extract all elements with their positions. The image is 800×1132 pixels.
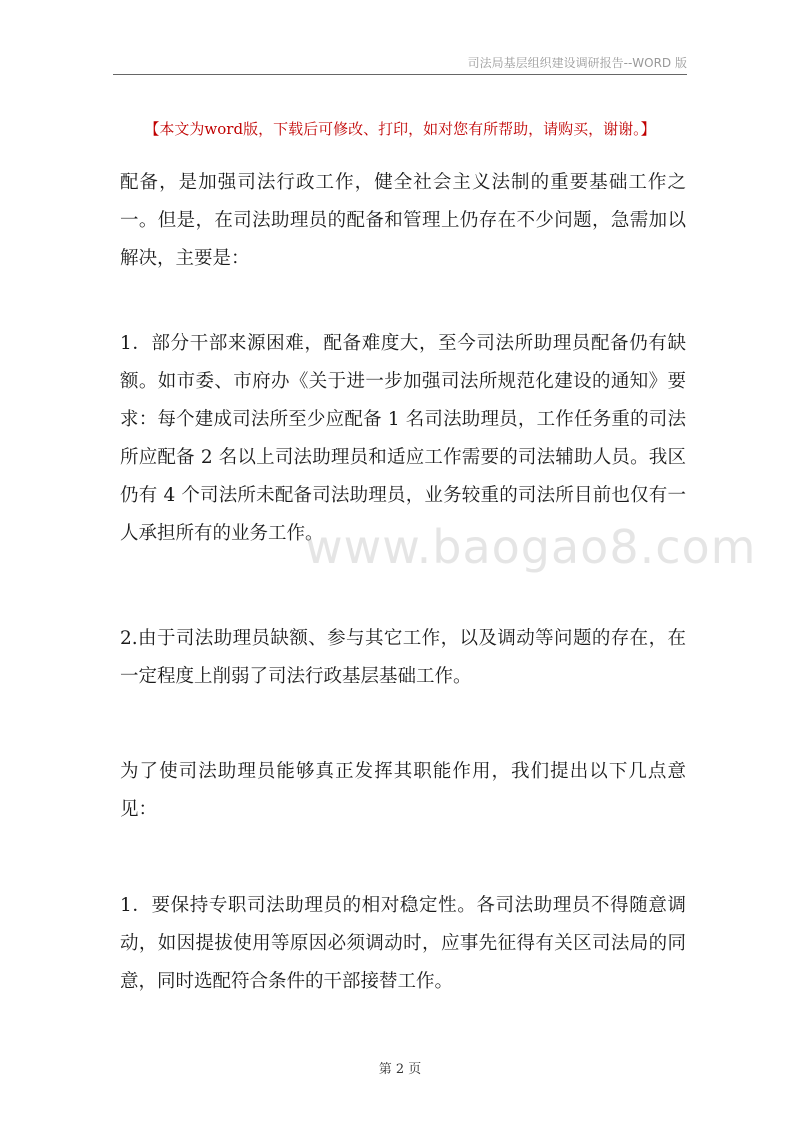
- download-notice: 【本文为word版，下载后可修改、打印，如对您有所帮助，请购买，谢谢。】: [144, 120, 656, 138]
- page-header: [113, 48, 687, 75]
- watermark: www.baogao8.com: [305, 520, 757, 574]
- body-paragraph-4: 为了使司法助理员能够真正发挥其职能作用，我们提出以下几点意见：: [120, 761, 686, 820]
- page-number: 第 2 页: [378, 1062, 422, 1077]
- header-title: 司法局基层组织建设调研报告--WORD 版: [467, 56, 687, 70]
- body-paragraph-5: 1．要保持专职司法助理员的相对稳定性。各司法助理员不得随意调动，如因提拔使用等原因必须调动时，应事先征得有关区司法局的同意，同时选配符合条件的干部接替工作。: [120, 895, 686, 992]
- body-paragraph-3: 2.由于司法助理员缺额、参与其它工作，以及调动等问题的存在，在一定程度上削弱了司法行政基层基础工作。: [120, 628, 686, 687]
- body-paragraph-1: 配备，是加强司法行政工作，健全社会主义法制的重要基础工作之一。但是，在司法助理员的配备和管理上仍存在不少问题，急需加以解决，主要是：: [120, 172, 686, 269]
- body-paragraph-2: 1．部分干部来源困难，配备难度大，至今司法所助理员配备仍有缺额。如市委、市府办《关于进一步加强司法所规范化建设的通知》要求：每个建成司法所至少应配备 1 名司法助理员，工作任务重的司法所应配备 2 名以上司法助理员和适应工作需要的司法辅助人员。我区仍有 4 个司法所未配备司法助理员，业务较重的司法所目前也仅有一人承担所有的业务工作。: [120, 333, 686, 544]
